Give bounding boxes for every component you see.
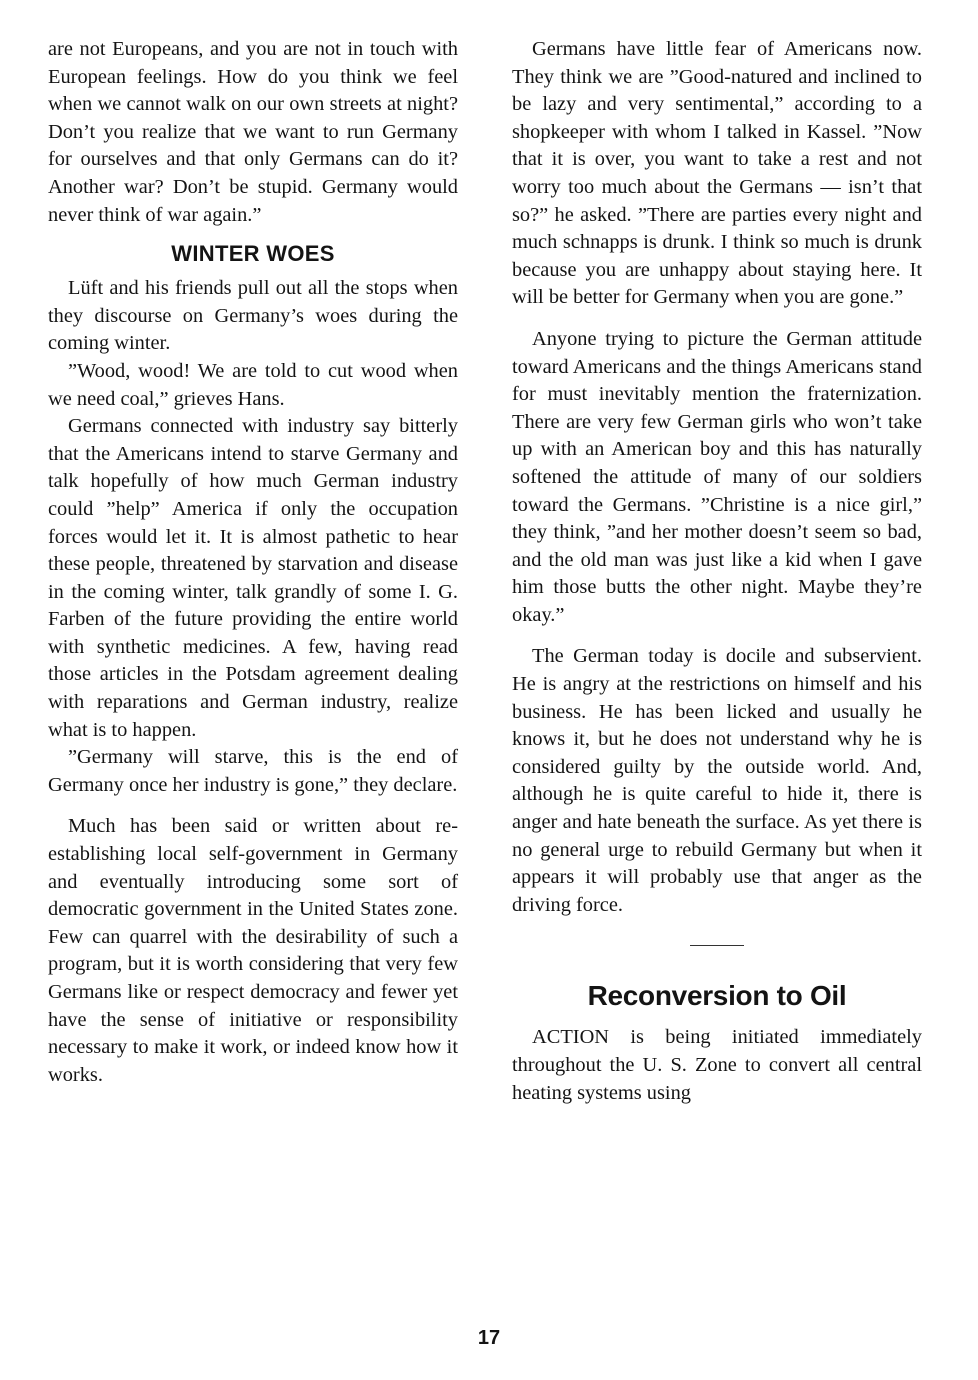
- left-column: [48, 36, 458, 1089]
- page-number: 17: [477, 1327, 501, 1349]
- right-column: [512, 36, 922, 1107]
- left-paragraph-1: are not Europeans, and you are not in touch with European feelings. How do you think we feel when we cannot walk on our own streets at night? Don’t you realize that we want to run Germany for ourselves and that only Germans can do it? Another war? Don’t be stupid. Germany would never think of war again.”: [48, 38, 458, 226]
- section-divider: [690, 945, 744, 946]
- right-paragraph-1: Germans have little fear of Americans now. They think we are ”Good-natured and inclined to be lazy and very sentimental,” according to a shopkeeper with whom I talked in Kassel. ”Now that it is over, you want to take a rest and not worry too much about the Germans — isn’t that so?” he asked. ”There are parties every night and much schnapps is drunk. I think so much is drunk because you are unhappy about staying here. It will be better for Germany when you are gone.”: [512, 38, 922, 309]
- left-paragraph-4: Germans connected with industry say bitterly that the Americans intend to starve Germany and talk hopefully of how much German industry could ”help” America if only the occupation forces would let it. It is almost pathetic to hear these people, threatened by starvation and disease in the coming winter, talk grandly of some I. G. Farben of the future providing the entire world with synthetic medicines. A few, having read those articles in the Potsdam agreement dealing with reparations and German industry, realize what is to happen.: [48, 415, 458, 741]
- left-paragraph-5: ”Germany will starve, this is the end of Germany once her industry is gone,” they declare.: [48, 746, 458, 796]
- right-paragraph-4: ACTION is being initiated immediately throughout the U. S. Zone to convert all central heating systems using: [512, 1026, 922, 1104]
- section-heading-winter-woes: WINTER WOES: [171, 241, 335, 267]
- article-title: Reconversion to Oil: [587, 980, 847, 1012]
- left-paragraph-6: Much has been said or written about re-establishing local self-government in Germany and eventually introducing some sort of democratic government in the United States zone. Few can quarrel with the desirability of such a program, but it is worth considering that very few Germans like or respect democracy and fewer yet have the sense of initiative or responsibility necessary to make it work, or indeed know how it works.: [48, 815, 458, 1086]
- left-paragraph-3: ”Wood, wood! We are told to cut wood when we need coal,” grieves Hans.: [48, 359, 458, 410]
- right-paragraph-2: Anyone trying to picture the German attitude toward Americans and the things Americans stand for must inevitably mention the fraternization. There are very few German girls who won’t take up with an American boy and this has naturally softened the attitude of many of our soldiers toward the Germans. ”Christine is a nice girl,” they think, ”and her mother doesn’t seem so bad, and the old man was just like a kid when I gave him those butts the other night. Maybe they’re okay.”: [512, 327, 922, 626]
- right-paragraph-3: The German today is docile and subservient. He is angry at the restrictions on himself and his business. He has been licked and usually he knows it, but he does not understand why he is considered guilty by the outside world. And, although he is quite careful to hide it, there is anger and hate beneath the surface. As yet there is no general urge to rebuild Germany but when it appears it will probably use that anger as the driving force.: [512, 645, 922, 916]
- left-paragraph-2: Lüft and his friends pull out all the stops when they discourse on Germany’s woes during the coming winter.: [48, 277, 458, 355]
